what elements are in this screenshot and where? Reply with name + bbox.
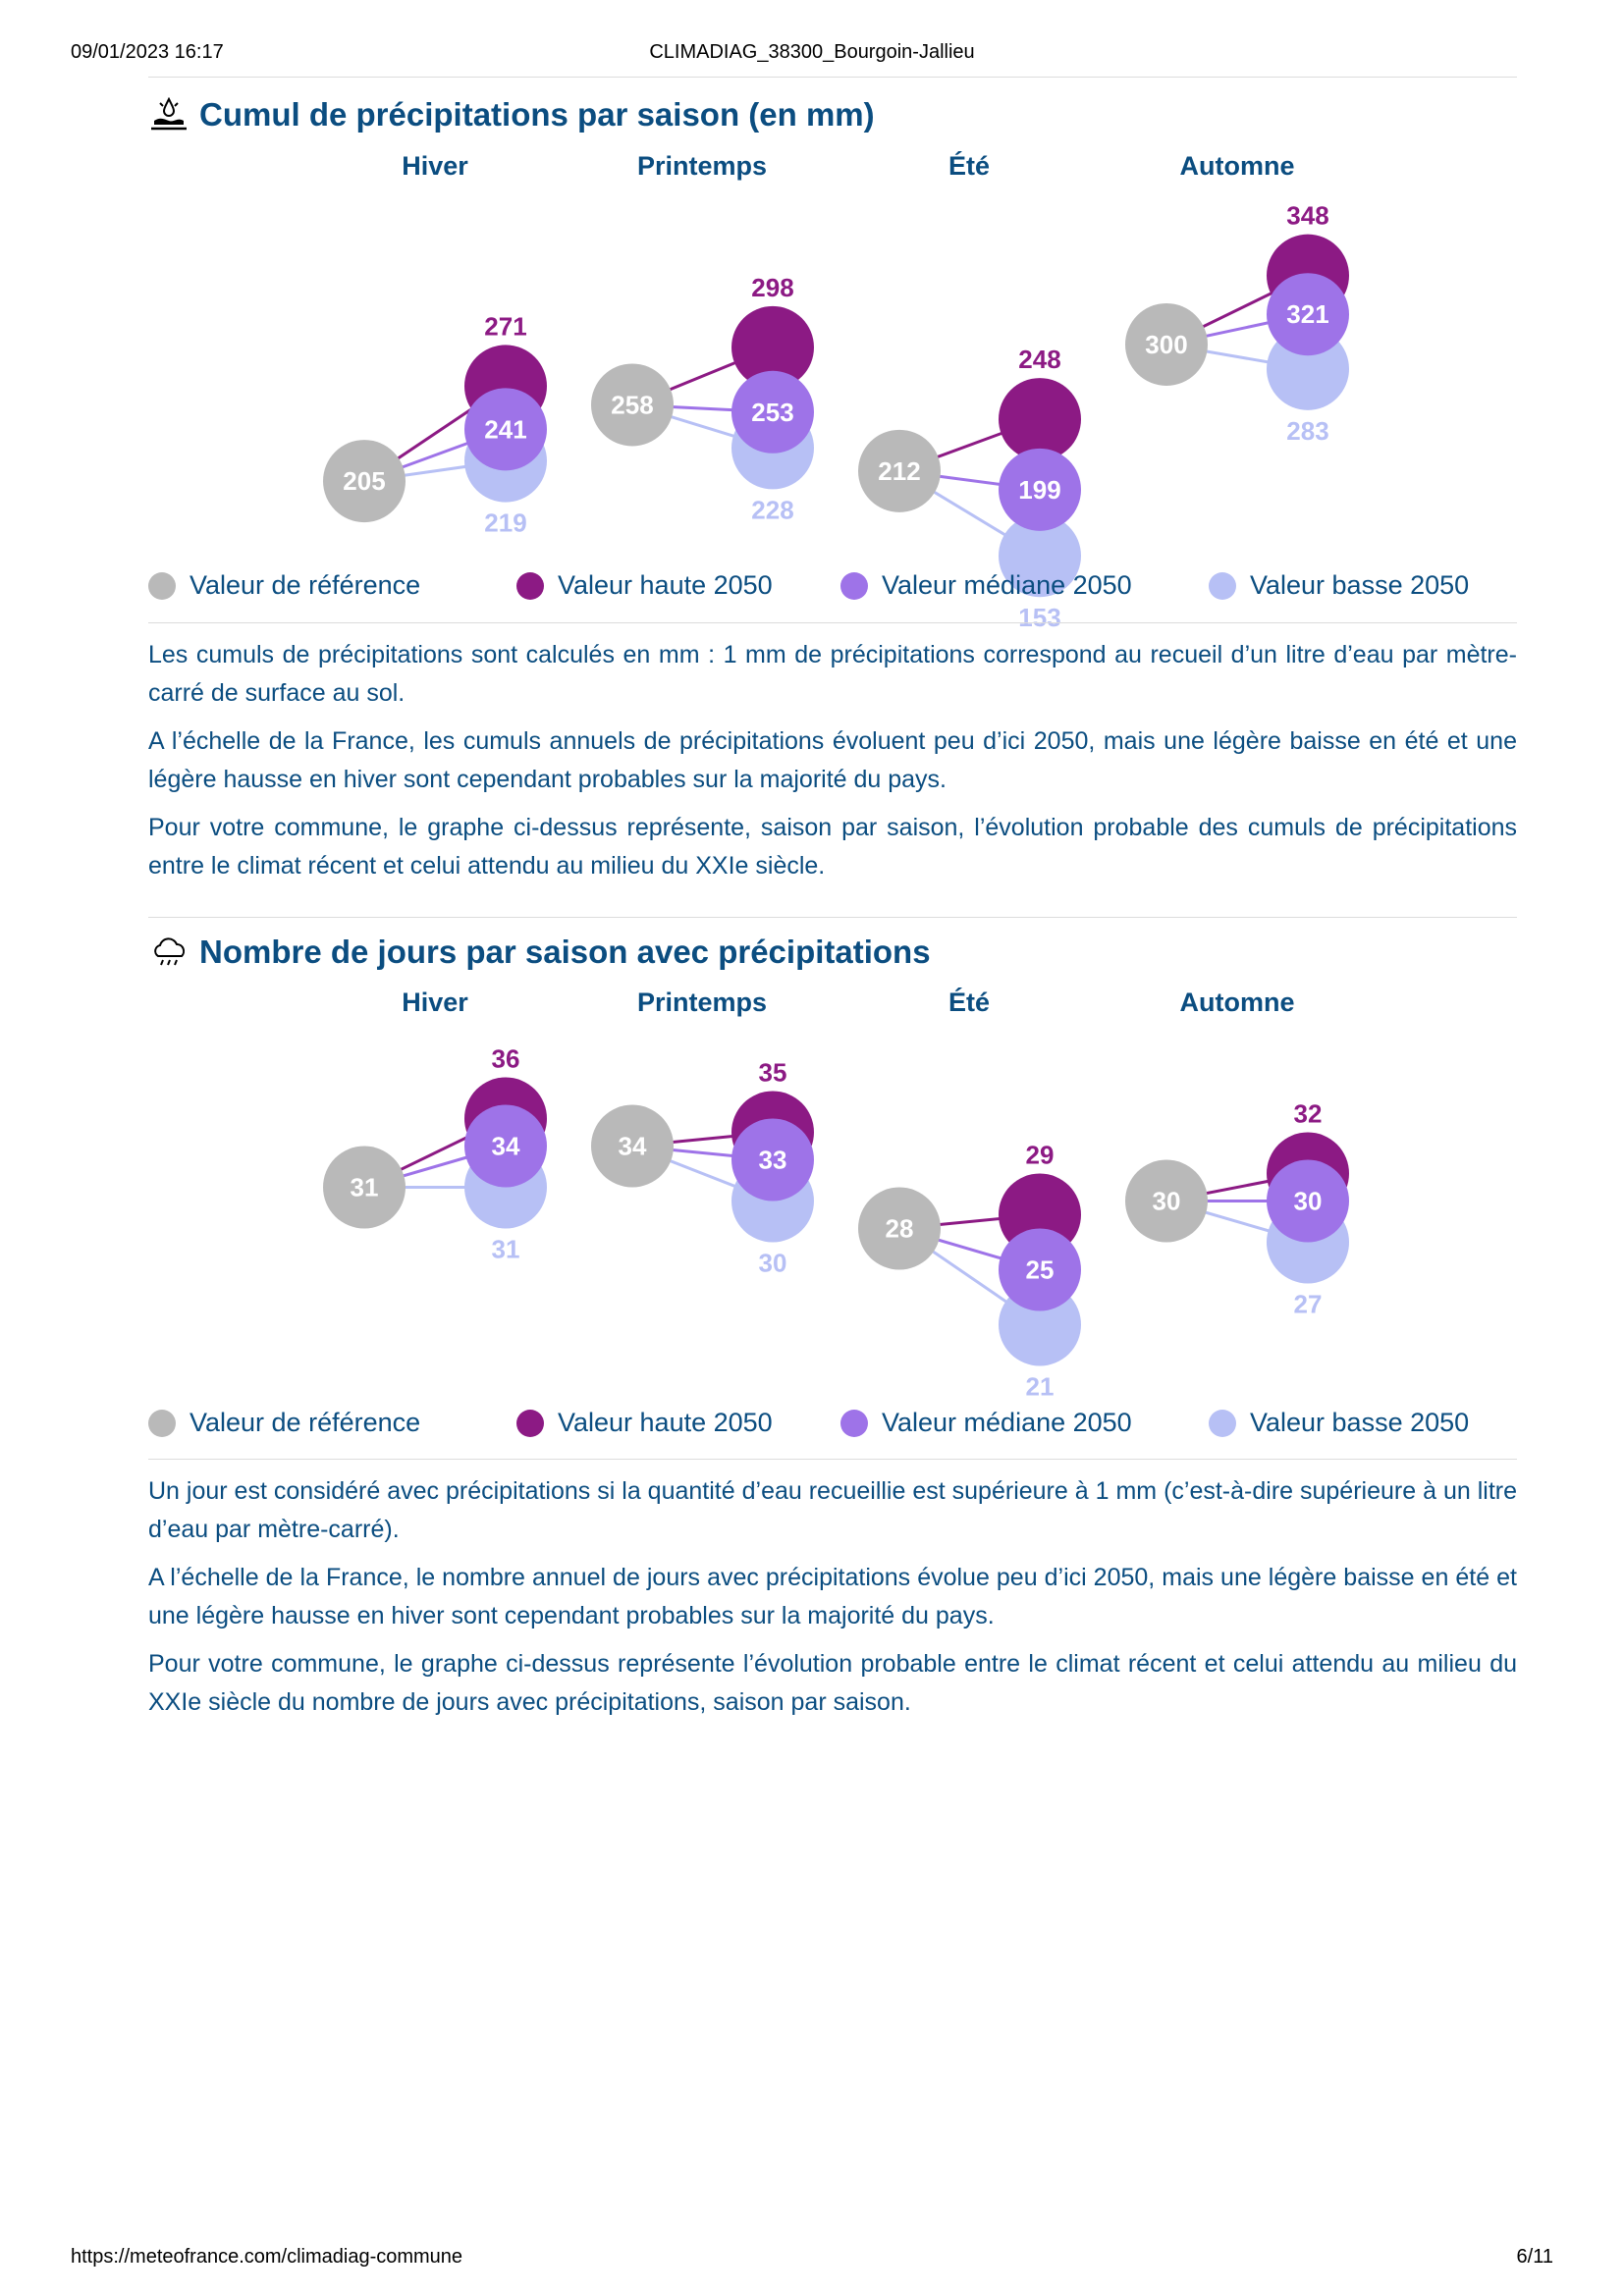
legend-label-basse: Valeur basse 2050 [1250,1408,1470,1437]
value-label-ref: 205 [343,466,386,497]
legend-item-basse [1209,570,1469,601]
legend-label-basse: Valeur basse 2050 [1250,570,1470,600]
point-haute [999,378,1081,460]
value-label-mediane: 321 [1286,299,1329,330]
value-label-ref: 28 [885,1213,914,1244]
value-label-haute: 348 [1286,200,1329,231]
value-label-haute: 32 [1293,1098,1323,1129]
print-timestamp: 09/01/2023 16:17 [71,41,224,63]
value-label-mediane: 241 [484,414,527,445]
season-label: Hiver [402,988,468,1017]
value-label-basse: 30 [758,1248,787,1278]
value-label-haute: 271 [484,311,527,342]
season-label: Automne [1179,988,1295,1017]
precipitation-accumulation-icon [148,97,189,133]
legend-item-haute [516,1408,773,1438]
header-divider [148,77,1517,78]
legend-dot-mediane [840,572,868,600]
paragraph: Un jour est considéré avec précipitations si la quantité d’eau recueillie est supérieure à 1 mm (c’est-à-dire supérieure à un litre d’eau par mètre-carré). [148,1477,1517,1543]
paragraph: A l’échelle de la France, les cumuls annuels de précipitations évoluent peu d’ici 2050, mais une légère baisse en été et une légère hausse en hiver sont cependant probables sur la majorité du pays. [148,727,1517,793]
value-label-mediane: 30 [1293,1186,1323,1216]
legend-item-ref [148,1408,420,1438]
chart-jours-svg [148,984,1517,1402]
legend-label-mediane: Valeur médiane 2050 [882,1408,1132,1437]
footer-url[interactable]: https://meteofrance.com/climadiag-commune [71,2246,463,2268]
legend-dot-basse [1209,572,1236,600]
divider [148,1459,1517,1460]
page-number: 6/11 [1516,2246,1553,2268]
paragraph: Pour votre commune, le graphe ci-dessus représente, saison par saison, l’évolution probable des cumuls de précipitations entre le climat récent et celui attendu au milieu du XXIe siècle. [148,814,1517,880]
legend-label-ref: Valeur de référence [189,570,421,600]
legend-label-haute: Valeur haute 2050 [558,1408,773,1437]
value-label-haute: 298 [751,272,794,302]
text-block-jours [148,1472,1517,1732]
legend-dot-basse [1209,1410,1236,1437]
value-label-basse: 228 [751,495,794,525]
value-label-mediane: 253 [751,397,794,427]
season-label: Hiver [402,151,468,181]
season-label: Été [947,151,991,181]
season-label: Automne [1179,151,1295,181]
section-title-text: Cumul de précipitations par saison (en mm) [199,96,875,133]
value-label-ref: 258 [611,390,654,420]
chart-jours [148,984,1517,1402]
legend-dot-ref [148,1410,176,1437]
legend-item-ref [148,570,420,601]
value-label-ref: 300 [1145,329,1188,359]
season-label: Été [947,988,991,1017]
paragraph: Les cumuls de précipitations sont calculés en mm : 1 mm de précipitations correspond au recueil d’un litre d’eau par mètre-carré de surface au sol. [148,641,1517,707]
value-label-haute: 248 [1018,345,1061,375]
value-label-ref: 34 [618,1131,647,1161]
paragraph: A l’échelle de la France, le nombre annuel de jours avec précipitations évolue peu d’ici 2050, mais une légère baisse en été et une légère hausse en hiver sont cependant probables sur la majorité du pays. [148,1564,1517,1629]
legend-label-ref: Valeur de référence [189,1408,421,1437]
value-label-mediane: 25 [1025,1255,1055,1285]
legend-cumul [148,570,1517,610]
legend-label-mediane: Valeur médiane 2050 [882,570,1132,600]
section-title-cumul [148,96,875,133]
document-title: CLIMADIAG_38300_Bourgoin-Jallieu [649,41,975,63]
legend-jours [148,1408,1517,1447]
legend-dot-haute [516,572,544,600]
value-label-ref: 212 [878,455,921,486]
legend-item-mediane [840,570,1132,601]
value-label-haute: 29 [1025,1140,1055,1170]
legend-item-basse [1209,1408,1469,1438]
paragraph: Pour votre commune, le graphe ci-dessus représente l’évolution probable entre le climat récent et celui attendu au milieu du XXIe siècle du nombre de jours avec précipitations, saison par saison. [148,1650,1517,1716]
season-label: Printemps [636,151,768,181]
rain-cloud-icon [148,934,189,970]
legend-dot-mediane [840,1410,868,1437]
value-label-basse: 283 [1286,415,1329,446]
section-title-text: Nombre de jours par saison avec précipitations [199,934,931,970]
value-label-mediane: 34 [491,1131,520,1161]
divider [148,622,1517,623]
value-label-ref: 30 [1152,1186,1181,1216]
value-label-basse: 219 [484,507,527,538]
value-label-basse: 31 [491,1234,520,1264]
divider [148,917,1517,918]
legend-label-haute: Valeur haute 2050 [558,570,773,600]
legend-dot-haute [516,1410,544,1437]
legend-item-mediane [840,1408,1132,1438]
legend-item-haute [516,570,773,601]
section-title-jours [148,934,931,971]
text-block-cumul [148,636,1517,895]
value-label-basse: 153 [1018,603,1061,633]
value-label-basse: 27 [1293,1289,1323,1319]
value-label-haute: 36 [491,1043,520,1074]
season-label: Printemps [636,988,768,1017]
value-label-haute: 35 [758,1057,787,1088]
value-label-mediane: 33 [758,1145,787,1175]
value-label-ref: 31 [350,1172,379,1202]
value-label-basse: 21 [1025,1371,1055,1402]
legend-dot-ref [148,572,176,600]
value-label-mediane: 199 [1018,474,1061,505]
